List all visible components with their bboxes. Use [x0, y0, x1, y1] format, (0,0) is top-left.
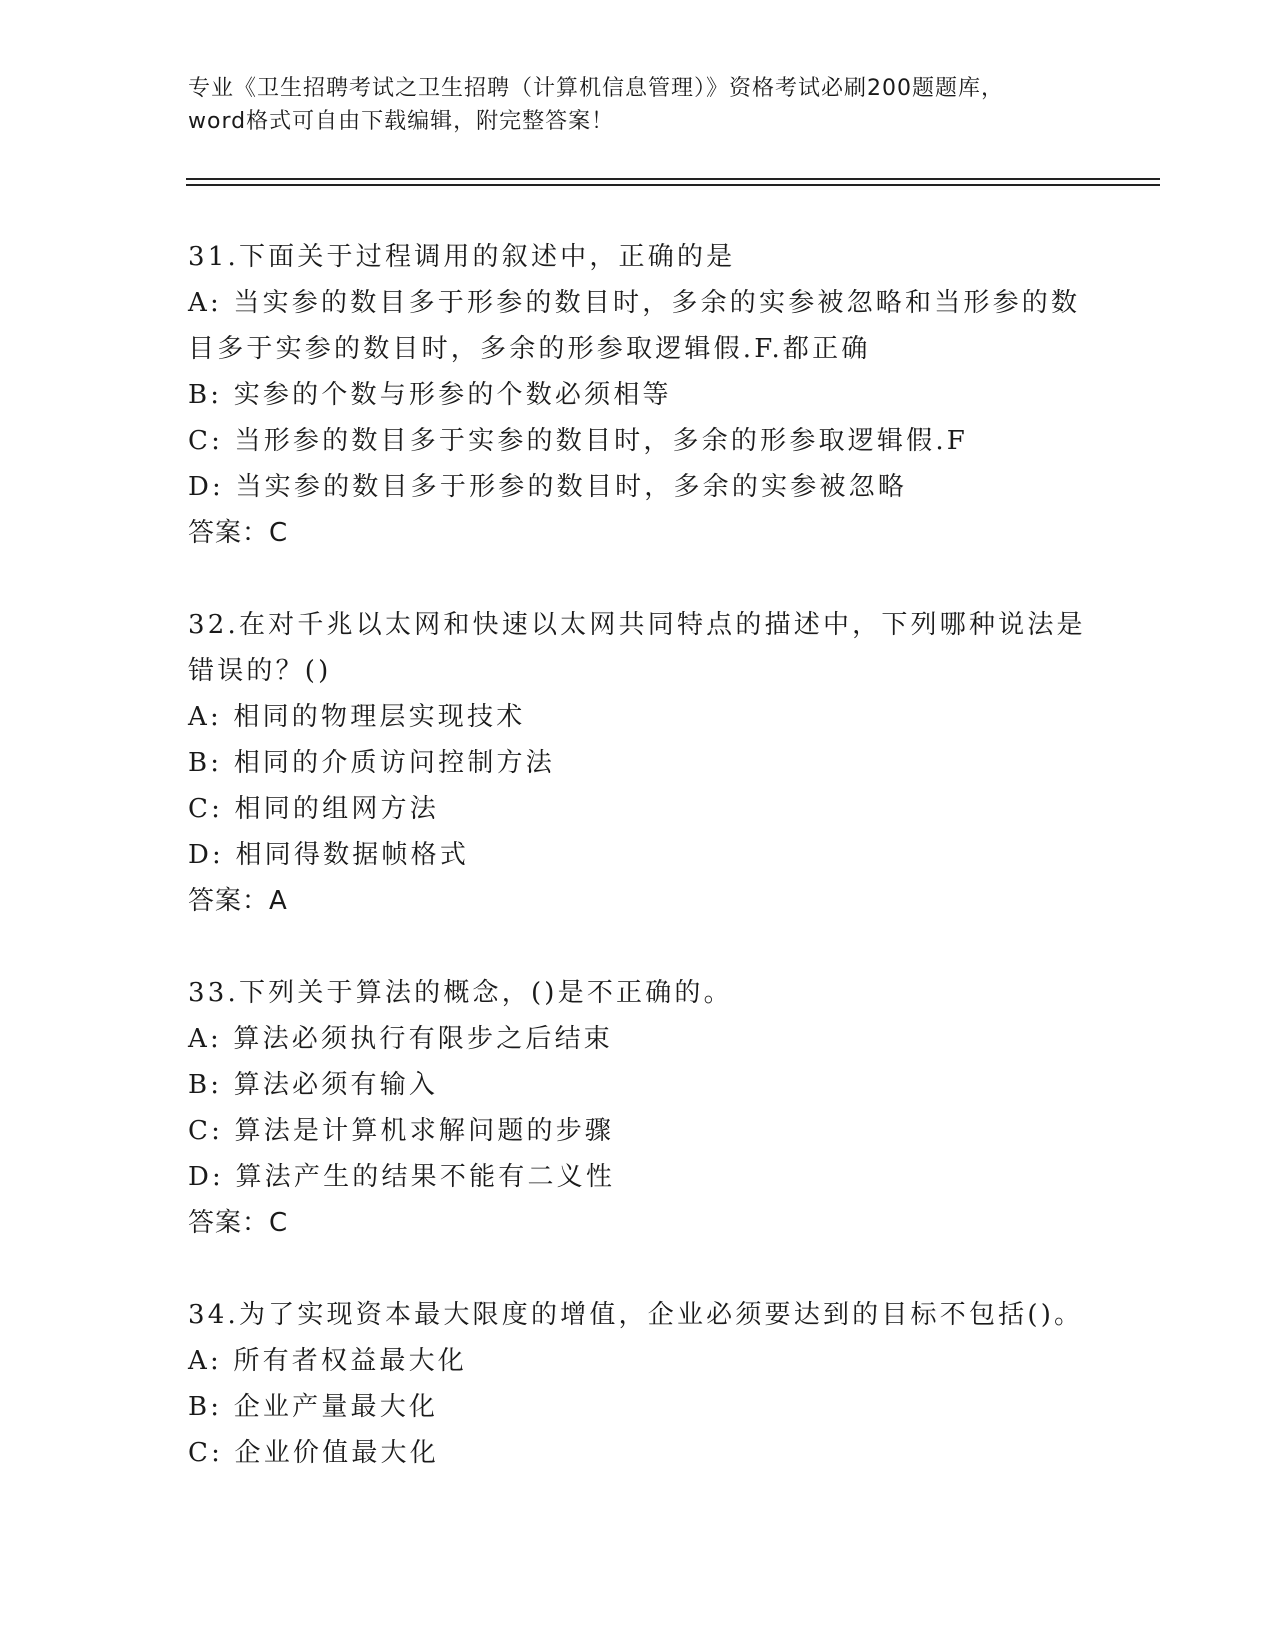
option-a: A: 当实参的数目多于形参的数目时，多余的实参被忽略和当形参的数 — [188, 288, 1081, 318]
option-b: B: 相同的介质访问控制方法 — [188, 748, 555, 778]
question-list — [188, 234, 1088, 1522]
question-34 — [188, 1292, 1088, 1476]
answer-label: 答案：A — [188, 886, 288, 916]
option-c: C: 当形参的数目多于实参的数目时，多余的形参取逻辑假.F — [188, 426, 969, 456]
header-divider-bottom — [186, 184, 1160, 186]
option-b: B: 实参的个数与形参的个数必须相等 — [188, 380, 672, 410]
header-title-line-1: 专业《卫生招聘考试之卫生招聘（计算机信息管理）》资格考试必刷200题题库， — [188, 76, 1004, 101]
question-31 — [188, 234, 1088, 556]
option-d: D: 相同得数据帧格式 — [188, 840, 470, 870]
option-d: D: 当实参的数目多于形参的数目时，多余的实参被忽略 — [188, 472, 908, 502]
header-title-line-2: word格式可自由下载编辑，附完整答案！ — [188, 109, 615, 134]
question-stem: 32.在对千兆以太网和快速以太网共同特点的描述中，下列哪种说法是 — [188, 610, 1086, 640]
question-33 — [188, 970, 1088, 1246]
answer-label: 答案：C — [188, 1208, 289, 1238]
answer-label: 答案：C — [188, 518, 289, 548]
question-32 — [188, 602, 1088, 924]
header-divider-top — [186, 178, 1160, 180]
option-c: C: 企业价值最大化 — [188, 1438, 439, 1468]
option-a: A: 算法必须执行有限步之后结束 — [188, 1024, 614, 1054]
option-a-continued: 目多于实参的数目时，多余的形参取逻辑假.F.都正确 — [188, 334, 871, 364]
option-a: A: 相同的物理层实现技术 — [188, 702, 526, 732]
option-a: A: 所有者权益最大化 — [188, 1346, 468, 1376]
option-c: C: 相同的组网方法 — [188, 794, 439, 824]
question-stem-continued: 错误的？() — [188, 656, 332, 686]
question-stem: 31.下面关于过程调用的叙述中，正确的是 — [188, 242, 736, 272]
option-d: D: 算法产生的结果不能有二义性 — [188, 1162, 616, 1192]
question-stem: 33.下列关于算法的概念，()是不正确的。 — [188, 978, 733, 1008]
document-header — [188, 72, 1088, 138]
option-b: B: 企业产量最大化 — [188, 1392, 439, 1422]
option-b: B: 算法必须有输入 — [188, 1070, 439, 1100]
question-stem: 34.为了实现资本最大限度的增值，企业必须要达到的目标不包括()。 — [188, 1300, 1084, 1330]
option-c: C: 算法是计算机求解问题的步骤 — [188, 1116, 615, 1146]
